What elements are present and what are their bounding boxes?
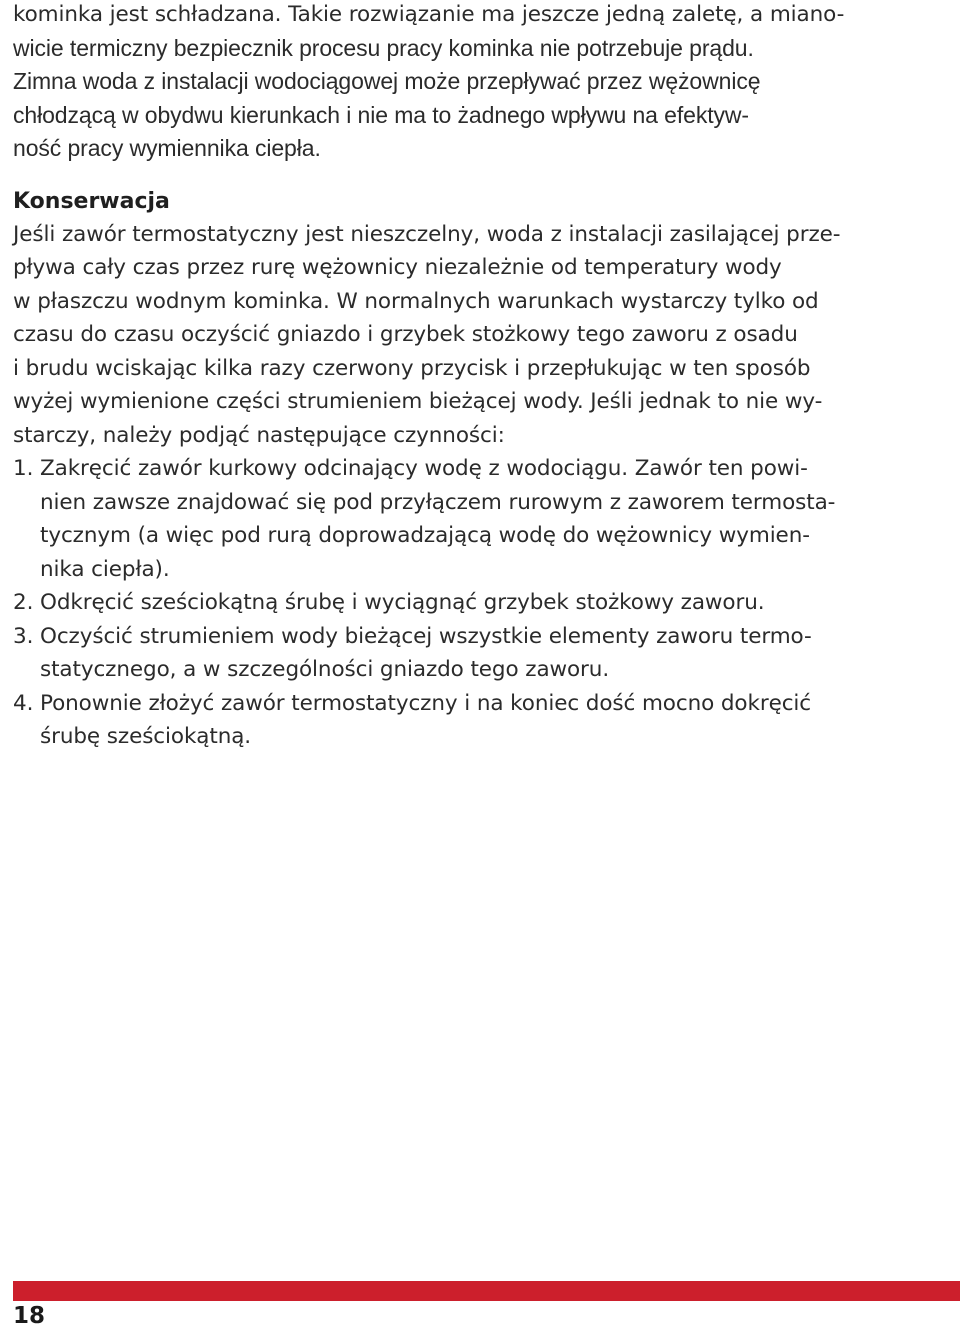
page-number: 18 [13, 1303, 46, 1329]
intro-paragraph [13, 0, 883, 166]
text-line: w płaszczu wodnym kominka. W normalnych warunkach wystarczy tylko od [13, 288, 819, 314]
text-line: ność pracy wymiennika ciepła. [13, 135, 321, 161]
list-item-number: 2. [13, 590, 34, 615]
section-heading: Konserwacja [13, 188, 170, 214]
text-line: kominka jest schładzana. Takie rozwiązanie ma jeszcze jedną zaletę, a miano- [13, 2, 845, 27]
text-line: Ponownie złożyć zawór termostatyczny i na koniec dość mocno dokręcić [40, 690, 812, 716]
list-item [13, 586, 883, 620]
list-item [13, 620, 883, 687]
page-content [13, 0, 883, 754]
text-line: Jeśli zawór termostatyczny jest nieszczelny, woda z instalacji zasilającej prze- [13, 221, 841, 247]
text-line: śrubę sześciokątną. [40, 724, 252, 749]
text-line: pływa cały czas przez rurę wężownicy niezależnie od temperatury wody [13, 255, 782, 280]
list-item-number: 4. [13, 690, 34, 716]
section-paragraph [13, 218, 883, 453]
steps-list [13, 452, 883, 754]
text-line: tycznym (a więc pod rurą doprowadzającą wodę do wężownicy wymien- [40, 523, 810, 548]
list-item-number: 3. [13, 623, 34, 649]
text-line: i brudu wciskając kilka razy czerwony przycisk i przepłukując w ten sposób [13, 355, 811, 381]
text-line: Zakręcić zawór kurkowy odcinający wodę z wodociągu. Zawór ten powi- [40, 456, 808, 481]
text-line: wyżej wymienione części strumieniem bieżącej wody. Jeśli jednak to nie wy- [13, 389, 823, 414]
text-line: Oczyścić strumieniem wody bieżącej wszystkie elementy zaworu termo- [40, 623, 812, 649]
text-line: wicie termiczny bezpiecznik procesu pracy kominka nie potrzebuje prądu. [13, 34, 754, 61]
text-line: Odkręcić sześciokątną śrubę i wyciągnąć grzybek stożkowy zaworu. [40, 590, 765, 615]
text-line: chłodzącą w obydwu kierunkach i nie ma to żadnego wpływu na efektyw- [13, 101, 749, 128]
text-line: Zimna woda z instalacji wodociągowej może przepływać przez wężownicę [13, 68, 761, 94]
text-line: nika ciepła). [40, 556, 170, 582]
text-line: czasu do czasu oczyścić gniazdo i grzybek stożkowy tego zaworu z osadu [13, 322, 798, 347]
list-item-number: 1. [13, 456, 34, 481]
list-item [13, 687, 883, 754]
text-line: starczy, należy podjąć następujące czynności: [13, 422, 505, 448]
text-line: nien zawsze znajdować się pod przyłączem rurowym z zaworem termosta- [40, 489, 836, 515]
footer-bar [13, 1281, 960, 1301]
list-item [13, 452, 883, 586]
text-line: statycznego, a w szczególności gniazdo tego zaworu. [40, 657, 610, 682]
